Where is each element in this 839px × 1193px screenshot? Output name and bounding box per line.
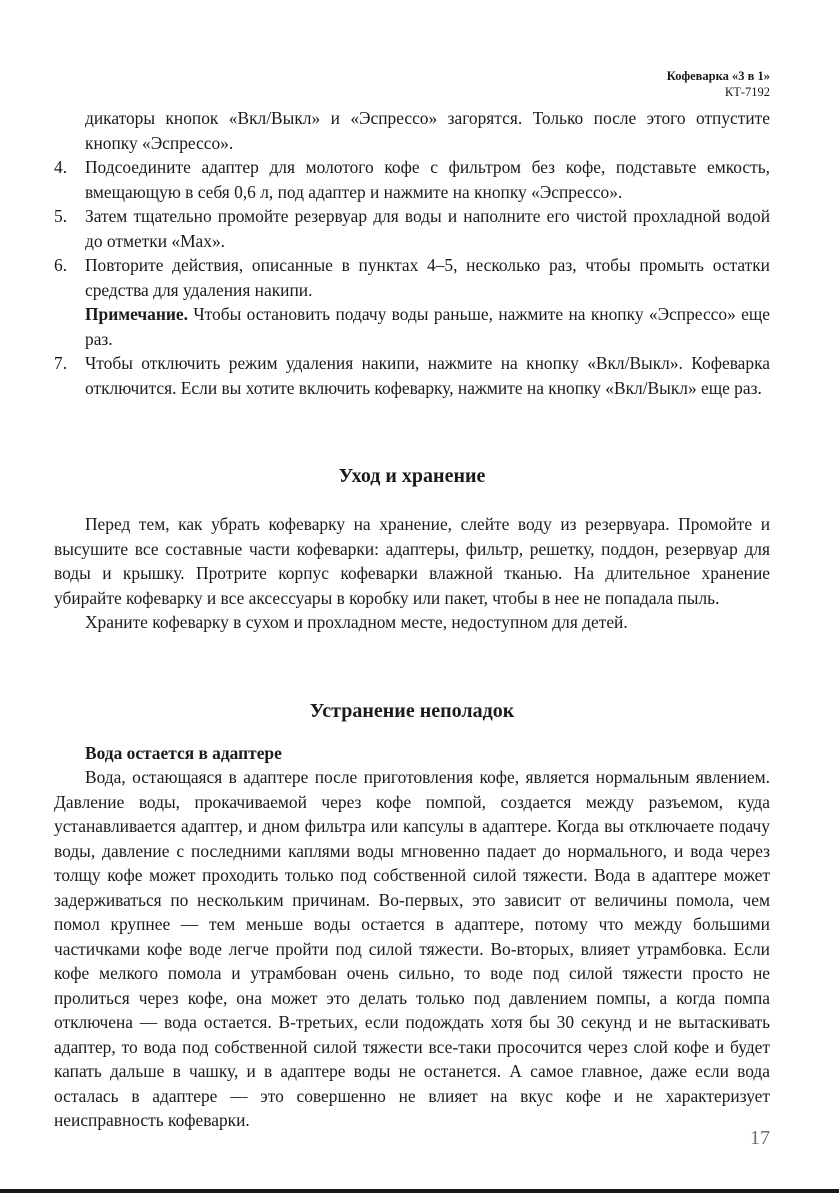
step-number: 5. (54, 206, 68, 226)
step-text: Подсоедините адаптер для молотого кофе с фильтром без кофе, подставьте емкость, вмещающую в себя 0,6 л, под адаптер и нажмите на кнопку «Эспрессо». (85, 157, 770, 202)
product-code: КТ-7192 (724, 85, 770, 99)
section-title-care: Уход и хранение (338, 465, 486, 487)
step-text: Повторите действия, описанные в пунктах 4–5, несколько раз, чтобы промыть остатки средства для удаления накипи. (85, 255, 770, 300)
note-text: Чтобы остановить подачу воды раньше, нажмите на кнопку «Эспрессо» еще раз. (85, 304, 770, 349)
step-continuation: дикаторы кнопок «Вкл/Выкл» и «Эспрессо» загорятся. Только после этого отпустите кнопку «Эспрессо». (85, 108, 770, 153)
note-label: Примечание. (85, 304, 188, 324)
list-item-step-7 (54, 351, 770, 400)
page-header (667, 68, 770, 100)
list-item-step-4 (54, 155, 770, 204)
step-text: Затем тщательно промойте резервуар для воды и наполните его чистой прохладной водой до отметки «Max». (85, 206, 770, 251)
bottom-rule (0, 1189, 839, 1193)
care-paragraph: Храните кофеварку в сухом и прохладном месте, недоступном для детей. (85, 612, 628, 632)
list-item-step-5 (54, 204, 770, 253)
step-number: 7. (54, 353, 68, 373)
product-name: Кофеварка «3 в 1» (666, 69, 770, 83)
note (54, 302, 770, 351)
care-paragraph: Перед тем, как убрать кофеварку на хранение, слейте воду из резервуара. Промойте и высушите все составные части кофеварки: адаптеры, фильтр, решетку, поддон, резервуар для воды и крышку. Протрите корпус кофеварки влажной тканью. На длительное хранение убирайте кофеварку и все аксессуары в коробку или пакет, чтобы в нее не попадала пыль. (54, 514, 770, 608)
section-title-troubleshooting: Устранение неполадок (309, 699, 515, 722)
list-item-step-6 (54, 253, 770, 302)
step-number: 4. (54, 157, 68, 177)
step-number: 6. (54, 255, 68, 275)
subsection-title: Вода остается в адаптере (85, 742, 282, 763)
page-content (54, 106, 770, 1133)
troubleshooting-paragraph: Вода, остающаяся в адаптере после приготовления кофе, является нормальным явлением. Давление воды, прокачиваемой через кофе помпой, создается между разъемом, куда устанавливается адаптер, и дном фильтра или капсулы в адаптере. Когда вы отключаете подачу воды, давление с последними каплями воды мгновенно падает до нормального, и вода через толщу кофе может проходить только под собственной силой тяжести. Вода в адаптере может задерживаться по нескольким причинам. Во-первых, это зависит от величины помола, чем помол крупнее — тем меньше воды остается в адаптере, потому что между большими частичками кофе воде легче пройти под силой тяжести. Во-вторых, влияет утрамбовка. Если кофе мелкого помола и утрамбован очень сильно, то воде под силой тяжести просто не пролиться через кофе, она может это делать только под давлением помпы, а когда помпа отключена — вода остается. В-третьих, если подождать хотя бы 30 секунд и не вытаскивать адаптер, то вода под собственной силой тяжести все-таки просочится через слой кофе и будет капать дальше в чашку, и в адаптере воды не останется. А самое главное, даже если вода осталась в адаптере — это совершенно не влияет на вкус кофе и не характеризует неисправность кофеварки. (54, 767, 770, 1130)
page-number: 17 (750, 1127, 770, 1149)
step-text: Чтобы отключить режим удаления накипи, нажмите на кнопку «Вкл/Выкл». Кофеварка отключится. Если вы хотите включить кофеварку, нажмите на кнопку «Вкл/Выкл» еще раз. (85, 353, 770, 398)
